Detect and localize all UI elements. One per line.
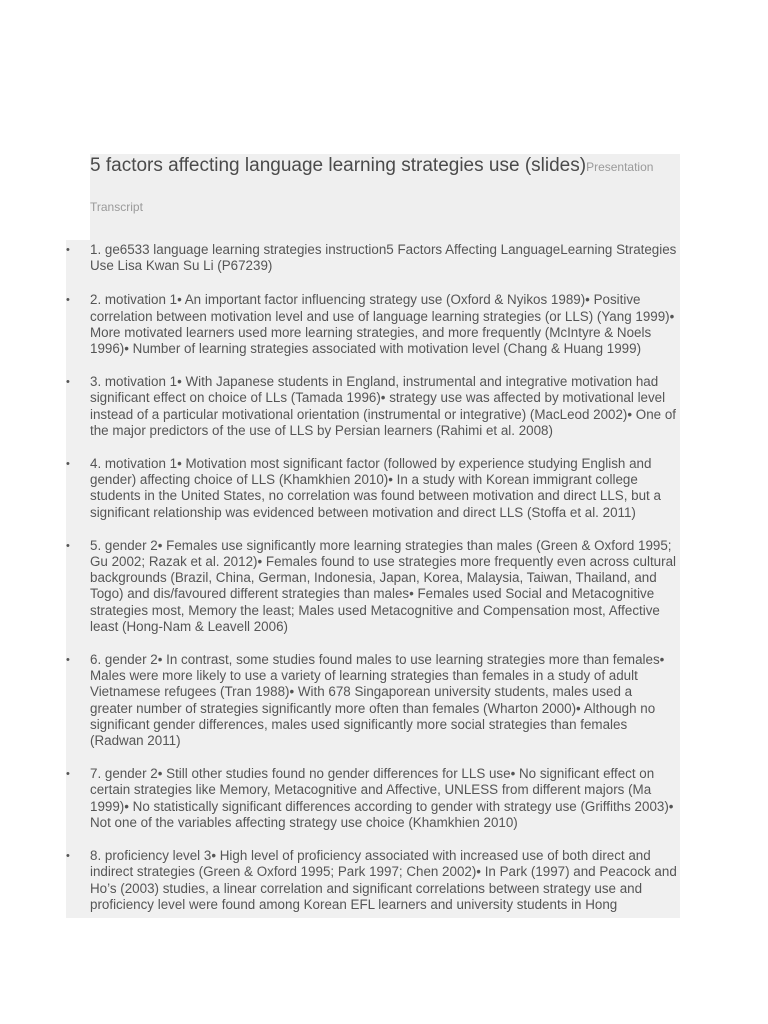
bullet-icon: • — [66, 850, 70, 863]
slide-item-1 — [66, 242, 680, 274]
slide-text: 3. motivation 1• With Japanese students in England, instrumental and integrative motivation had significant effect on choice of LLs (Tamada 1996)• strategy use was affected by motivational level instead of a particular motivational orientation (instrumental or integrative) (MacLeod 2002)• One of the major predictors of the use of LLS by Persian learners (Rahimi et al. 2008) — [90, 374, 676, 438]
bullet-icon: • — [66, 294, 70, 307]
slide-text: 8. proficiency level 3• High level of proficiency associated with increased use of both direct and indirect strategies (Green & Oxford 1995; Park 1997; Chen 2002)• In Park (1997) and Peacock and Ho’s (2003) studies, a linear correlation and significant correlations between strategy use and proficiency level were found among Korean EFL learners and university students in Hong — [90, 848, 677, 912]
bullet-icon: • — [66, 654, 70, 667]
slide-list — [66, 242, 680, 913]
slide-item-8 — [66, 848, 680, 913]
bullet-icon: • — [66, 376, 70, 389]
bullet-icon: • — [66, 458, 70, 471]
bullet-icon: • — [66, 244, 70, 256]
slide-text: 1. ge6533 language learning strategies instruction5 Factors Affecting LanguageLearning Strategies Use Lisa Kwan Su Li (P67239) — [90, 242, 677, 274]
slide-item-4 — [66, 456, 680, 521]
slide-text: 2. motivation 1• An important factor influencing strategy use (Oxford & Nyikos 1989)• Positive correlation between motivation level and use of language learning strategies (or LLS) (Yang 1999)• More motivated learners used more learning strategies, and more frequently (McIntyre & Noels 1996)• Number of learning strategies associated with motivation level (Chang & Huang 1999) — [90, 292, 675, 357]
slide-text: 5. gender 2• Females use significantly more learning strategies than males (Green & Oxford 1995; Gu 2002; Razak et al. 2012)• Females found to use strategies more frequently even across cultural backgrounds (Brazil, China, German, Indonesia, Japan, Korea, Malaysia, Taiwan, Thailand, and Togo) and dis/favoured different strategies than males• Females used Social and Metacognitive strategies most, Memory the least; Males used Metacognitive and Compensation most, Affective least (Hong-Nam & Leavell 2006) — [90, 537, 677, 634]
slide-item-6 — [66, 652, 680, 749]
slide-item-2 — [66, 292, 680, 357]
transcript-label: Transcript — [90, 200, 143, 214]
slide-item-5 — [66, 538, 680, 635]
presentation-tag: Presentation — [586, 160, 654, 174]
page-title: 5 factors affecting language learning strategies use (slides) — [90, 155, 587, 176]
transcript-header — [90, 154, 680, 241]
transcript-body — [66, 240, 680, 918]
slide-text: 7. gender 2• Still other studies found no gender differences for LLS use• No significant effect on certain strategies like Memory, Metacognitive and Affective, UNLESS from different majors (Ma 1999)• No statistically significant differences according to gender with strategy use (Griffiths 2003)• Not one of the variables affecting strategy use choice (Khamkhien 2010) — [90, 766, 674, 830]
title-line — [90, 154, 653, 179]
slide-text: 6. gender 2• In contrast, some studies found males to use learning strategies more than females• Males were more likely to use a variety of learning strategies than females in a study of adult Vietnamese refugees (Tran 1988)• With 678 Singaporean university students, males used a greater number of strategies significantly more often than females (Wharton 2000)• Although no significant gender differences, males used significantly more social strategies than females (Radwan 2011) — [90, 652, 665, 749]
slide-item-3 — [66, 374, 680, 439]
slide-text: 4. motivation 1• Motivation most significant factor (followed by experience studying English and gender) affecting choice of LLS (Khamkhien 2010)• In a study with Korean immigrant college students in the United States, no correlation was found between motivation and direct LLS, but a significant relationship was evidenced between motivation and direct LLS (Stoffa et al. 2011) — [90, 456, 661, 520]
bullet-icon: • — [66, 768, 70, 781]
bullet-icon: • — [66, 539, 70, 552]
slide-item-7 — [66, 766, 680, 831]
